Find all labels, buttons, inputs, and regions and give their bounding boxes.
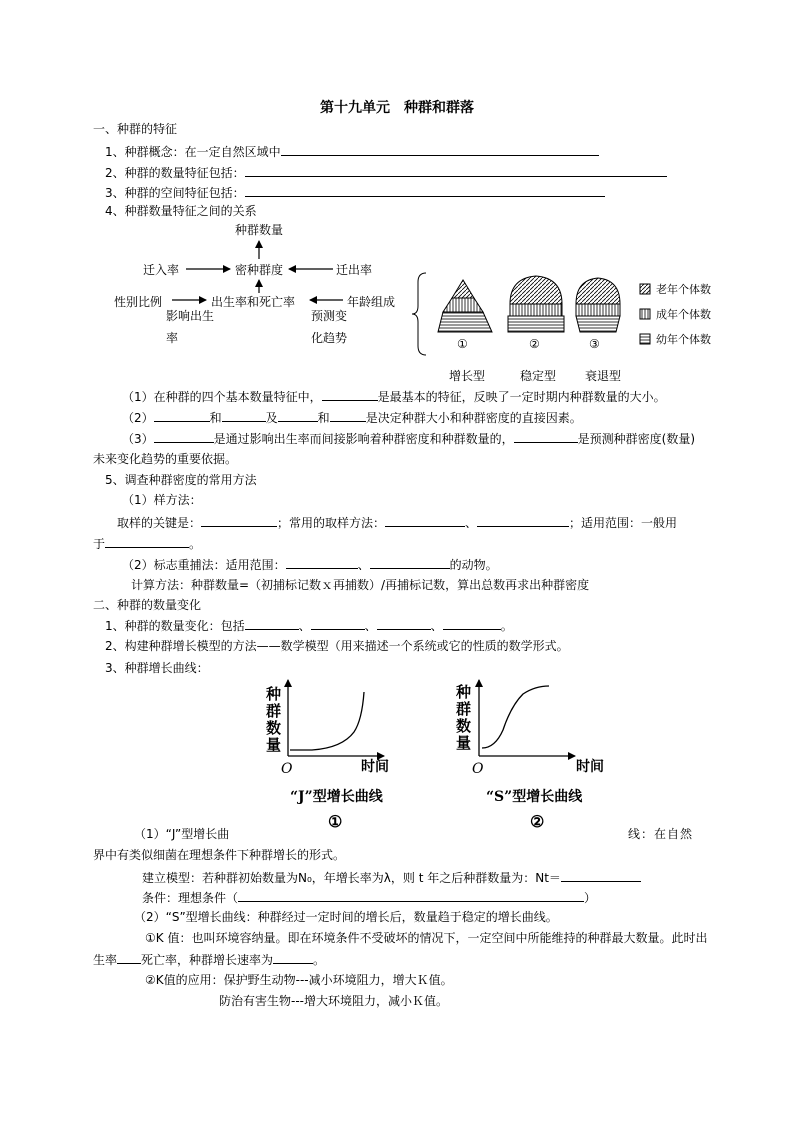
legend-young-icon	[640, 334, 650, 344]
legend-adult-icon	[640, 309, 650, 319]
text: 是通过影响出生率而间接影响着种群密度和种群数量的，	[213, 432, 514, 446]
ylabel-char: 种	[266, 685, 282, 703]
blank[interactable]	[370, 556, 450, 569]
text: 和	[209, 411, 222, 425]
ylabel-char: 数	[456, 717, 472, 735]
mark-recapture	[122, 556, 498, 573]
model-method-line: 2、构建种群增长模型的方法——数学模型（用来描述一个系统或它的性质的数学形式。	[105, 639, 569, 653]
k-value-application-1: ②K值的应用：保护野生动物---减小环境阻力，增大Ｋ值。	[145, 973, 453, 987]
text: （1）在种群的四个基本数量特征中，	[122, 390, 322, 404]
diagram-predict-1: 预测变	[311, 309, 348, 323]
pyramid-label-1: ①	[457, 337, 468, 351]
blank[interactable]	[278, 409, 318, 422]
text: 建立模型：若种群初始数量为N₀，年增长率为λ，则 t 年之后种群数量为：Nt＝	[142, 871, 561, 885]
diagram-birth-death: 出生率和死亡率	[211, 295, 296, 309]
blank[interactable]	[286, 556, 358, 569]
j-graph-caption: “J”型增长曲线	[290, 789, 383, 805]
diagram-immigration: 迁入率	[143, 263, 180, 277]
k-value-desc: ①K 值：也叫环境容纳量。即在环境条件不受破坏的情况下，一定空间中所能维持的种群最大数量。此时出	[145, 931, 708, 945]
pyramid-type-growth: 增长型	[449, 369, 486, 383]
blank[interactable]	[154, 409, 210, 422]
text: 。	[500, 619, 513, 633]
text: 、	[364, 619, 377, 633]
quadrat-key	[117, 514, 677, 531]
legend-adult: 成年个体数	[656, 308, 711, 321]
blank[interactable]	[514, 430, 578, 443]
survey-methods-heading: 5、调查种群密度的常用方法	[105, 473, 257, 487]
blank[interactable]	[322, 388, 378, 401]
text: 是决定种群大小和种群密度的直接因素。	[365, 411, 582, 425]
blank[interactable]	[561, 869, 641, 882]
pyramid-type-stable: 稳定型	[520, 369, 557, 383]
blank[interactable]	[377, 617, 431, 630]
text: ；适用范围：一般用	[569, 516, 678, 530]
text: 、	[430, 619, 443, 633]
section-heading-2: 二、种群的数量变化	[93, 598, 202, 612]
blank[interactable]	[222, 409, 266, 422]
text: 。	[189, 537, 202, 551]
blank[interactable]	[201, 514, 277, 527]
blank[interactable]	[330, 409, 366, 422]
diagram-predict-2: 化趋势	[311, 331, 348, 345]
diagram-age-structure: 年龄组成	[347, 295, 396, 309]
pyramid-growth	[438, 280, 492, 332]
brace-icon	[412, 273, 426, 355]
j-graph-ylabel	[266, 686, 282, 754]
j-graph-xlabel: 时间	[361, 759, 389, 775]
pyramid-label-2: ②	[529, 337, 540, 351]
j-graph-number: ①	[328, 812, 343, 831]
k-value-desc-2	[93, 951, 325, 968]
legend-old-icon	[640, 284, 650, 294]
growth-curve-line: 3、种群增长曲线：	[105, 661, 209, 675]
text: 3、种群的空间特征包括：	[105, 186, 245, 200]
text: 、	[465, 516, 478, 530]
text: 及	[265, 411, 278, 425]
diagram-sex-ratio: 性别比例	[114, 295, 163, 309]
blank[interactable]	[154, 430, 214, 443]
quadrat-key-cont	[93, 535, 201, 552]
text: （3）	[122, 432, 154, 446]
s-graph-number: ②	[530, 812, 545, 831]
question-1	[122, 388, 666, 405]
text: 1、种群概念：在一定自然区域中	[105, 145, 281, 159]
blank[interactable]	[443, 617, 501, 630]
condition-line	[142, 889, 596, 906]
j-curve-desc-3: 界中有类似细菌在理想条件下种群增长的形式。	[93, 848, 346, 862]
s-graph-caption: “S”型增长曲线	[486, 789, 583, 805]
j-curve-desc-2: 线：在自然	[628, 827, 694, 841]
diagram-density: 密种群度	[235, 263, 284, 277]
text: 2、种群的数量特征包括：	[105, 166, 245, 180]
pyramid-stable	[508, 276, 564, 332]
diagram-emigration: 迁出率	[336, 263, 373, 277]
pyramid-type-decline: 衰退型	[585, 369, 622, 383]
question-3-cont: 未来变化趋势的重要依据。	[93, 452, 238, 466]
text: 的动物。	[449, 558, 498, 572]
text: 生率	[93, 953, 118, 967]
text: 死亡率，种群增长速率为	[141, 953, 274, 967]
question-2	[122, 409, 582, 426]
text: 1、种群的数量变化：包括	[105, 619, 245, 633]
s-graph-ylabel	[456, 684, 472, 752]
j-graph-origin: O	[281, 761, 293, 777]
section-heading-1: 一、种群的特征	[93, 122, 178, 136]
model-line	[142, 869, 641, 886]
blank[interactable]	[273, 951, 313, 964]
blank[interactable]	[311, 617, 365, 630]
ylabel-char: 群	[456, 700, 472, 718]
s-graph-origin: O	[472, 761, 484, 777]
text: （2）	[122, 411, 154, 425]
text: 、	[298, 619, 311, 633]
diagram-affect-birth-1: 影响出生	[166, 309, 215, 323]
j-curve	[290, 692, 364, 750]
line-relationship: 4、种群数量特征之间的关系	[105, 204, 257, 218]
blank[interactable]	[245, 617, 299, 630]
page-title: 第十九单元 种群和群落	[320, 100, 474, 116]
calc-method: 计算方法：种群数量=（初捕标记数ｘ再捕数）/再捕标记数，算出总数再求出种群密度	[131, 578, 590, 592]
blank[interactable]	[238, 889, 584, 902]
text: 是预测种群密度(数量)	[577, 432, 696, 446]
text: ）	[584, 891, 597, 905]
blank[interactable]	[477, 514, 569, 527]
j-curve-desc-1: （1）“J”型增长曲	[134, 827, 230, 841]
text: 条件：理想条件（	[142, 891, 239, 905]
blank[interactable]	[105, 535, 189, 548]
text: 是最基本的特征，反映了一定时期内种群数量的大小。	[377, 390, 666, 404]
quadrat-method: （1）样方法：	[122, 493, 202, 507]
blank[interactable]	[117, 951, 141, 964]
s-curve	[482, 686, 549, 748]
text: 。	[313, 953, 326, 967]
text: 于	[93, 537, 106, 551]
s-graph-xlabel: 时间	[576, 759, 604, 775]
diagram-population-number: 种群数量	[235, 223, 284, 237]
text: ；常用的取样方法：	[277, 516, 386, 530]
ylabel-char: 种	[456, 683, 472, 701]
text: （2）标志重捕法：适用范围：	[122, 558, 286, 572]
ylabel-char: 量	[456, 734, 472, 752]
legend-young: 幼年个体数	[656, 333, 711, 346]
pyramid-label-3: ③	[589, 337, 600, 351]
ylabel-char: 量	[266, 736, 282, 754]
blank[interactable]	[385, 514, 465, 527]
s-curve-desc: （2）“S”型增长曲线：种群经过一定时间的增长后，数量趋于稳定的增长曲线。	[134, 910, 558, 924]
k-value-application-2: 防治有害生物---增大环境阻力，减小Ｋ值。	[219, 994, 448, 1008]
ylabel-char: 数	[266, 719, 282, 737]
question-3	[122, 430, 695, 447]
text: 和	[317, 411, 330, 425]
diagram-affect-birth-2: 率	[166, 331, 179, 345]
ylabel-char: 群	[266, 702, 282, 720]
text: 、	[357, 558, 370, 572]
legend-old: 老年个体数	[656, 283, 711, 296]
text: 取样的关键是：	[117, 516, 202, 530]
pyramid-decline	[576, 278, 620, 332]
quantity-change-line	[105, 617, 513, 634]
